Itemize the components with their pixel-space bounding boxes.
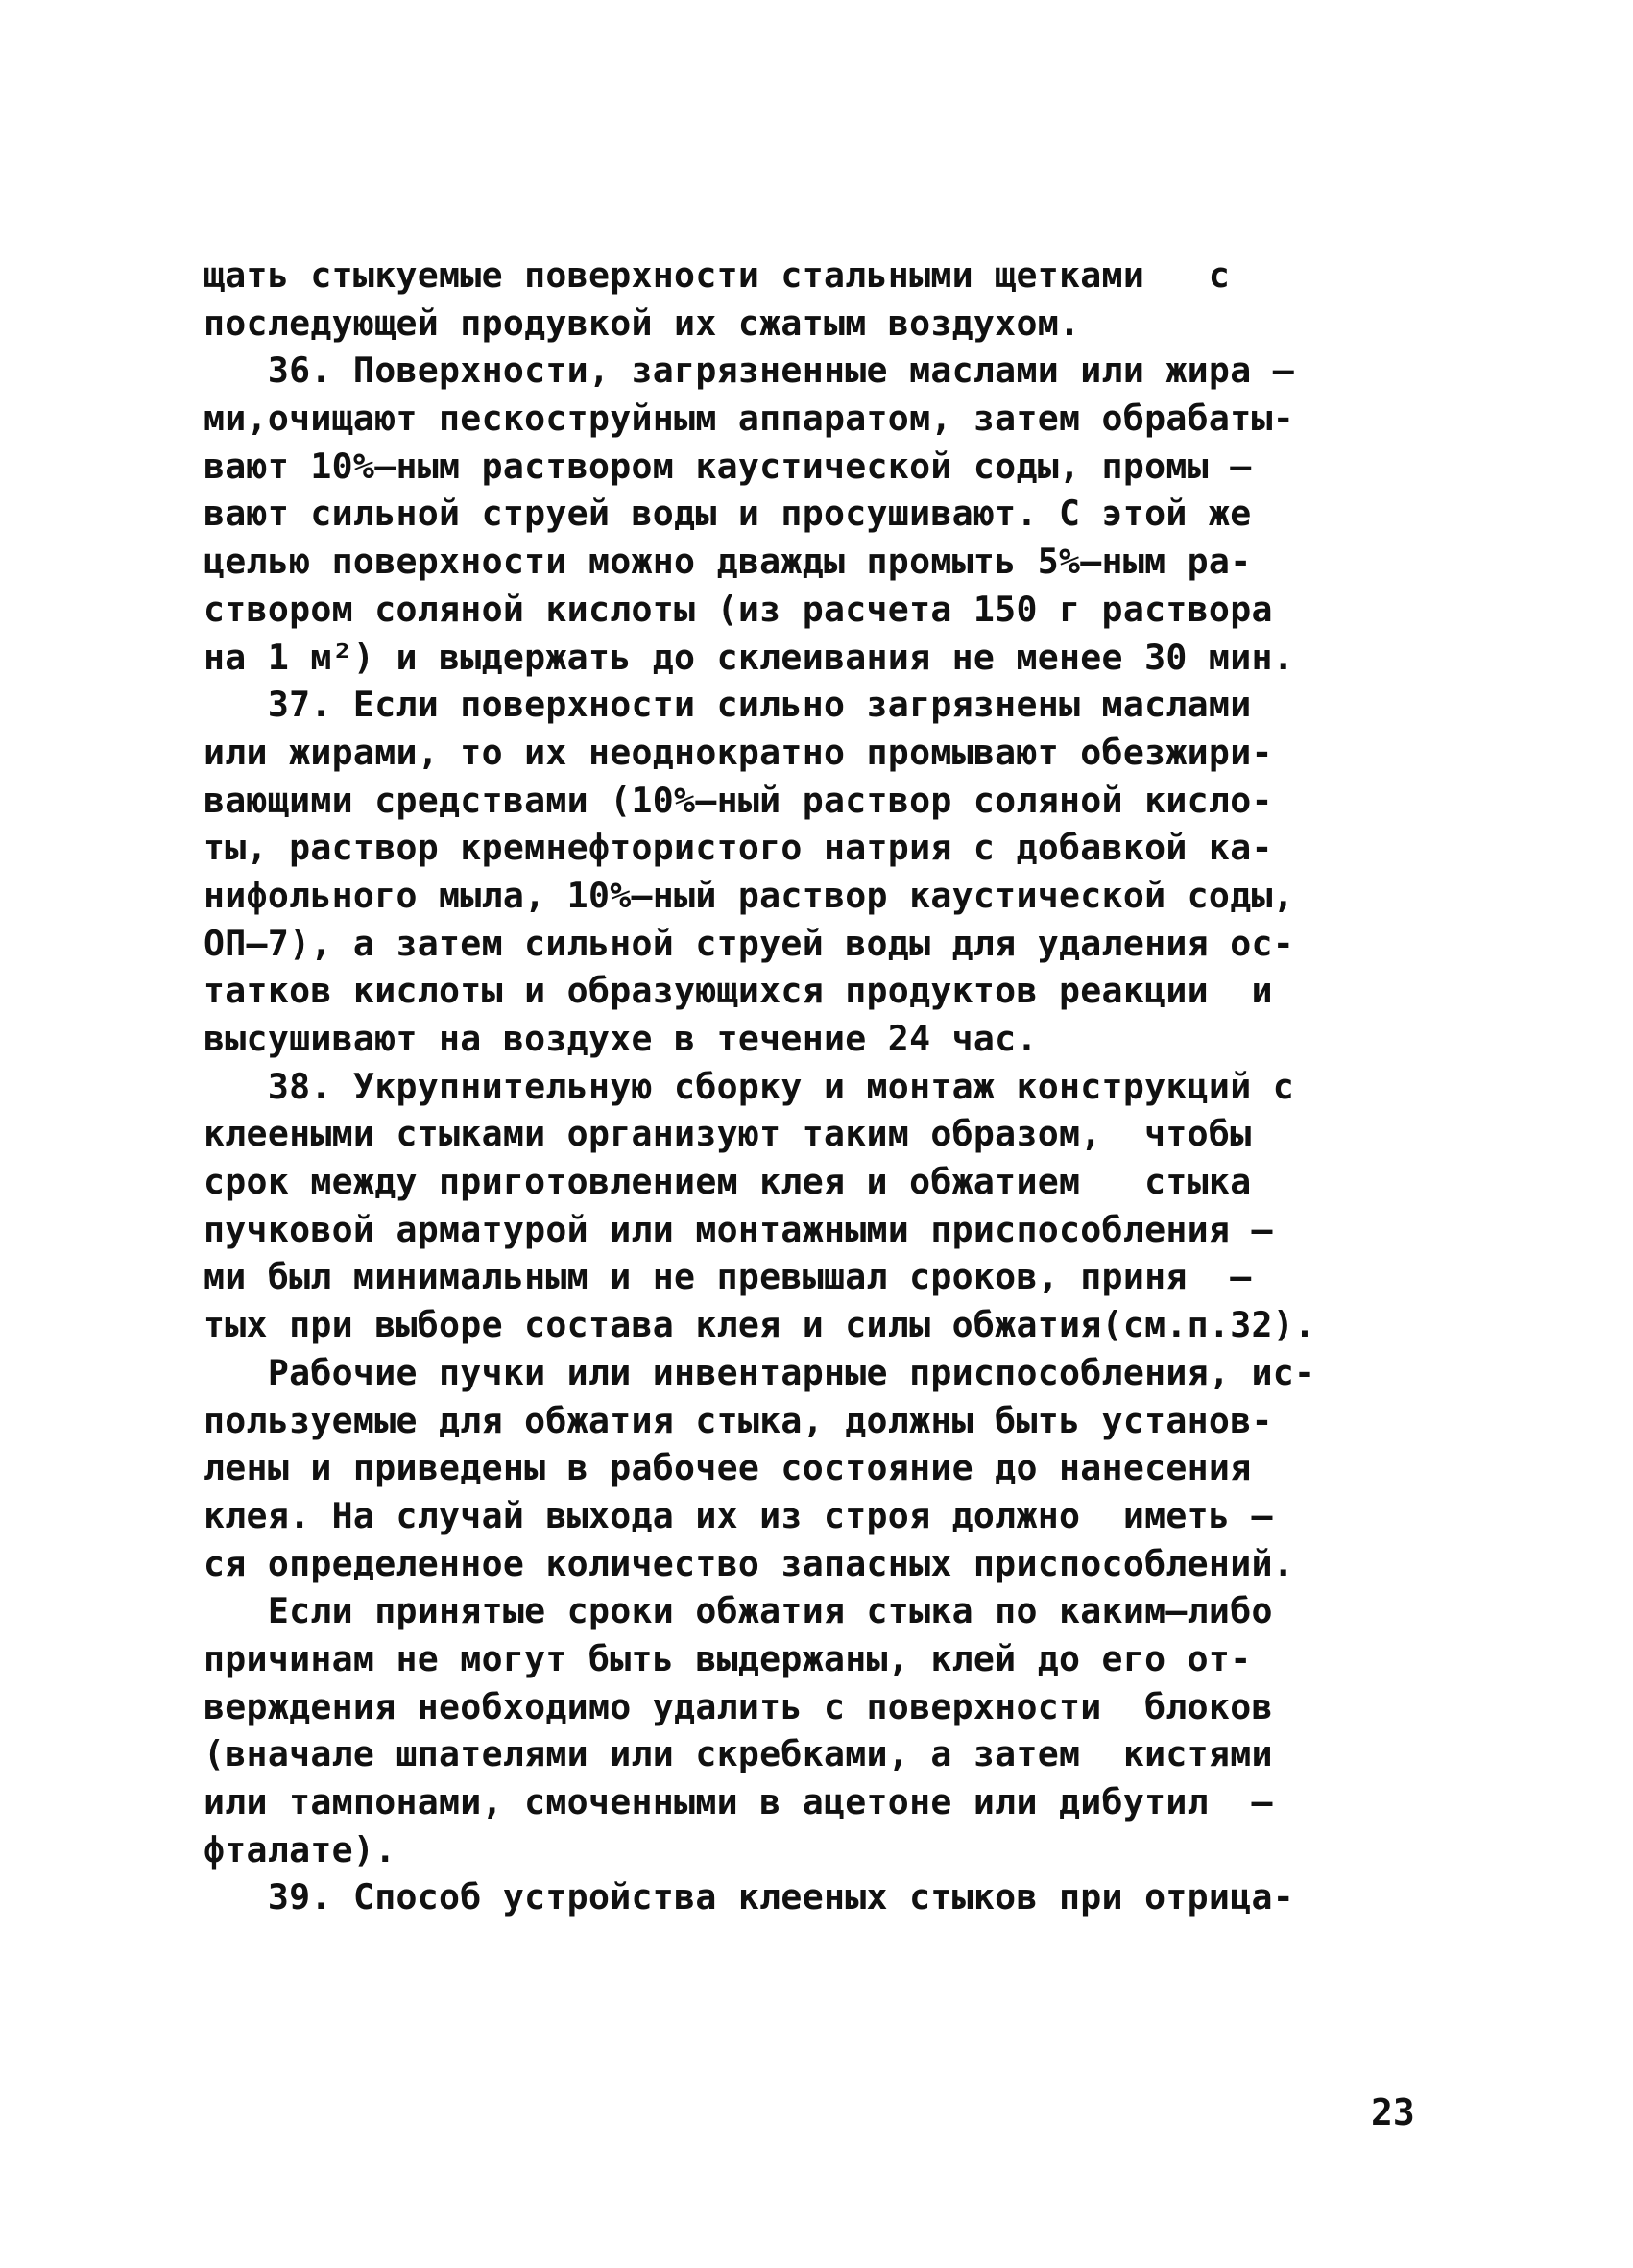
text-line: 37. Если поверхности сильно загрязнены маслами — [204, 684, 1252, 726]
text-line: 39. Способ устройства клееных стыков при отрица- — [204, 1876, 1295, 1918]
body-text — [204, 252, 1442, 1921]
text-line: тых при выборе состава клея и силы обжатия(см.п.32). — [204, 1304, 1316, 1346]
text-line: татков кислоты и образующихся продуктов реакции и — [204, 970, 1273, 1012]
text-line: 38. Укрупнительную сборку и монтаж конструкций с — [204, 1065, 1295, 1107]
text-line: щать стыкуемые поверхности стальными щетками с — [204, 254, 1231, 296]
text-line: целью поверхности можно дважды промыть 5%–ным ра- — [204, 541, 1252, 583]
text-line: последующей продувкой их сжатым воздухом. — [204, 302, 1081, 344]
text-line: срок между приготовлением клея и обжатием стыка — [204, 1161, 1252, 1203]
text-line: лены и приведены в рабочее состояние до нанесения — [204, 1447, 1252, 1489]
text-line: клееными стыками организуют таким образом, чтобы — [204, 1113, 1252, 1155]
text-line: или тампонами, смоченными в ацетоне или дибутил – — [204, 1781, 1273, 1822]
text-line: ся определенное количество запасных приспособлений. — [204, 1542, 1295, 1584]
text-line: 36. Поверхности, загрязненные маслами или жира – — [204, 350, 1295, 392]
text-line: высушивают на воздухе в течение 24 час. — [204, 1018, 1038, 1059]
text-line: пучковой арматурой или монтажными приспособления – — [204, 1208, 1273, 1250]
page-number: 23 — [1371, 2091, 1415, 2134]
text-line: ты, раствор кремнефтористого натрия с добавкой ка- — [204, 827, 1273, 869]
text-line: пользуемые для обжатия стыка, должны быть установ- — [204, 1399, 1273, 1441]
text-line: нифольного мыла, 10%–ный раствор каустической соды, — [204, 874, 1295, 916]
text-line: причинам не могут быть выдержаны, клей до его от- — [204, 1637, 1252, 1679]
text-line: верждения необходимо удалить с поверхности блоков — [204, 1685, 1273, 1727]
text-line: Рабочие пучки или инвентарные приспособления, ис- — [204, 1351, 1316, 1393]
text-line: клея. На случай выхода их из строя должно иметь – — [204, 1494, 1273, 1536]
text-line: ми был минимальным и не превышал сроков, приня – — [204, 1256, 1252, 1298]
text-line: вают 10%–ным раствором каустической соды, промы – — [204, 445, 1252, 487]
text-line: вают сильной струей воды и просушивают. С этой же — [204, 493, 1252, 535]
text-line: на 1 м²) и выдержать до склеивания не менее 30 мин. — [204, 636, 1295, 678]
text-line: или жирами, то их неоднократно промывают обезжири- — [204, 731, 1273, 773]
text-line: ОП–7), а затем сильной струей воды для удаления ос- — [204, 922, 1295, 964]
text-line: ми,очищают пескоструйным аппаратом, затем обрабаты- — [204, 398, 1295, 440]
text-line: (вначале шпателями или скребками, а затем кистями — [204, 1733, 1273, 1775]
text-line: Если принятые сроки обжатия стыка по каким–либо — [204, 1590, 1273, 1632]
text-line: фталате). — [204, 1828, 396, 1870]
text-line: вающими средствами (10%–ный раствор соляной кисло- — [204, 779, 1273, 821]
text-line: створом соляной кислоты (из расчета 150 г раствора — [204, 588, 1273, 630]
